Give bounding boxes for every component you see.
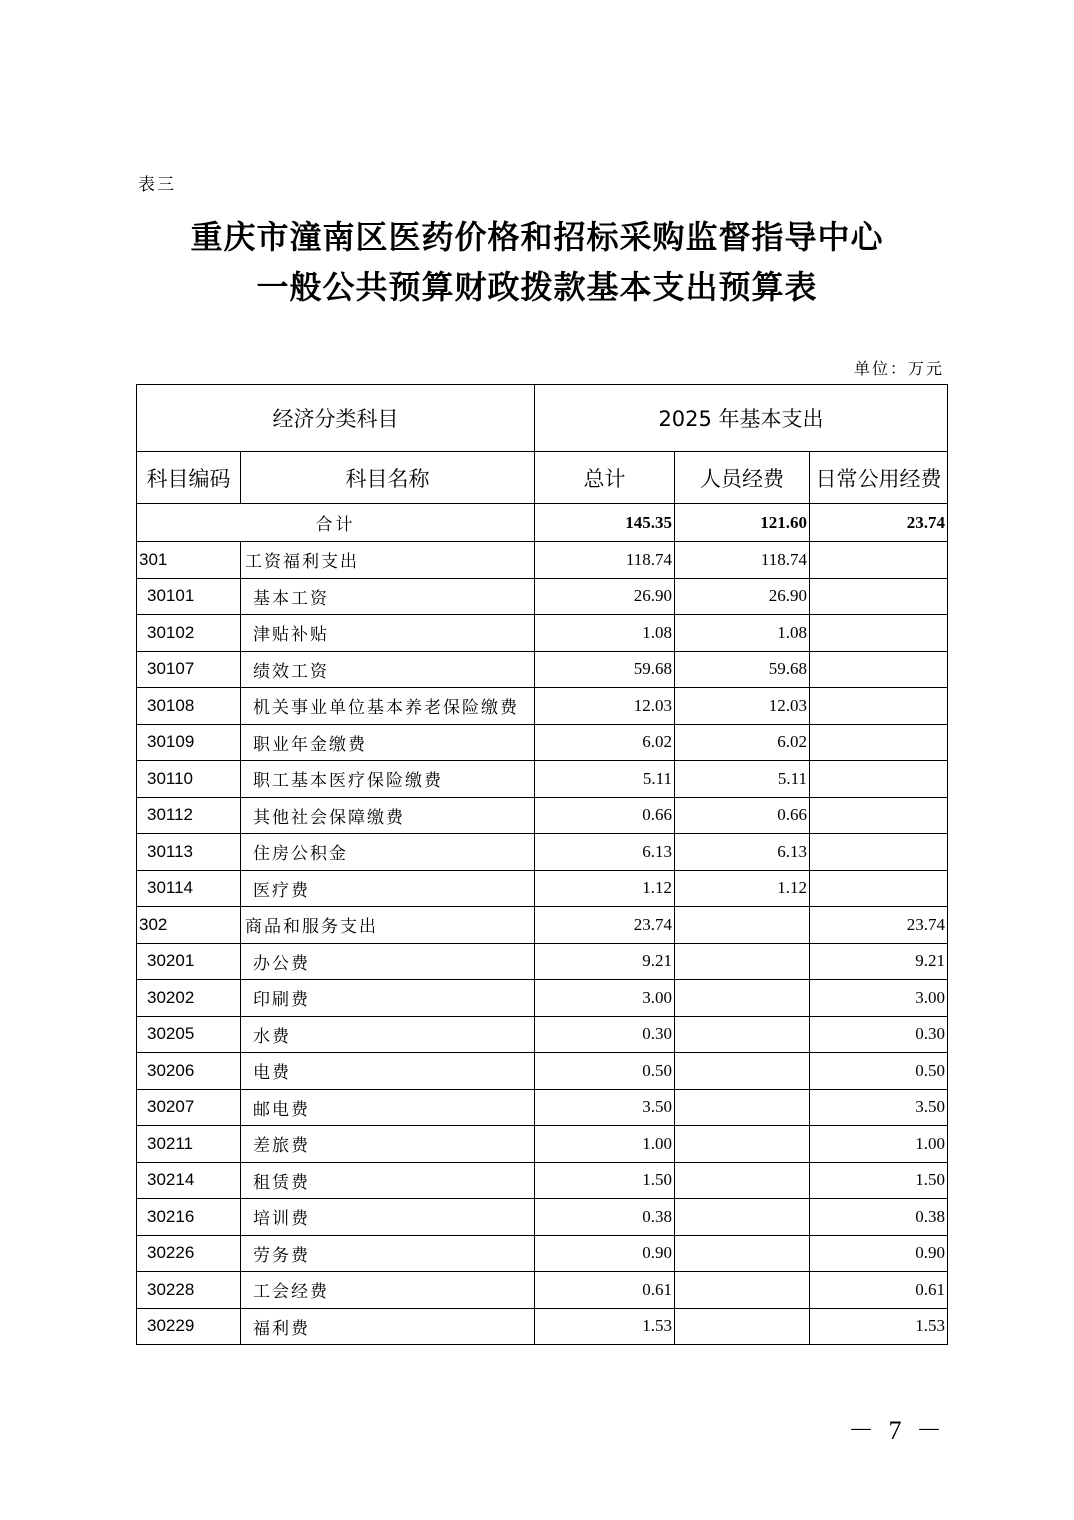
row-personnel: 5.11 [675, 761, 810, 798]
row-name: 差旅费 [241, 1126, 535, 1163]
table-row [137, 943, 948, 980]
unit-label: 单位：万元 [853, 361, 944, 378]
row-public: 0.61 [810, 1272, 948, 1309]
row-name: 邮电费 [241, 1089, 535, 1126]
row-code: 30110 [137, 761, 241, 798]
row-code: 302 [137, 907, 241, 944]
row-total: 0.66 [535, 797, 675, 834]
row-total: 0.38 [535, 1199, 675, 1236]
document-title-line1: 重庆市潼南区医药价格和招标采购监督指导中心 [190, 218, 884, 256]
row-name: 印刷费 [241, 980, 535, 1017]
budget-table [136, 384, 948, 1345]
row-name: 工会经费 [241, 1272, 535, 1309]
row-personnel: 12.03 [675, 688, 810, 725]
row-code: 30108 [137, 688, 241, 725]
row-public [810, 688, 948, 725]
table-row [137, 1162, 948, 1199]
row-total: 9.21 [535, 943, 675, 980]
row-code: 30207 [137, 1089, 241, 1126]
row-code: 30229 [137, 1308, 241, 1345]
row-code: 30113 [137, 834, 241, 871]
row-code: 30206 [137, 1053, 241, 1090]
table-row [137, 651, 948, 688]
table-row [137, 688, 948, 725]
row-personnel: 1.12 [675, 870, 810, 907]
row-public [810, 870, 948, 907]
table-row [137, 1126, 948, 1163]
total-label: 合计 [137, 504, 535, 542]
row-total: 23.74 [535, 907, 675, 944]
row-total: 0.61 [535, 1272, 675, 1309]
row-public [810, 724, 948, 761]
total-personnel: 121.60 [675, 504, 810, 542]
row-public: 0.50 [810, 1053, 948, 1090]
table-row [137, 870, 948, 907]
row-code: 30211 [137, 1126, 241, 1163]
row-name: 职工基本医疗保险缴费 [241, 761, 535, 798]
column-header-code: 科目编码 [137, 452, 241, 504]
row-personnel [675, 1272, 810, 1309]
table-row [137, 834, 948, 871]
row-total: 0.30 [535, 1016, 675, 1053]
document-title-line2: 一般公共预算财政拨款基本支出预算表 [256, 268, 818, 306]
row-code: 30205 [137, 1016, 241, 1053]
row-total: 6.13 [535, 834, 675, 871]
table-row [137, 907, 948, 944]
row-personnel [675, 1089, 810, 1126]
row-personnel: 6.13 [675, 834, 810, 871]
table-row [137, 1199, 948, 1236]
row-total: 0.50 [535, 1053, 675, 1090]
row-name: 住房公积金 [241, 834, 535, 871]
row-personnel [675, 1308, 810, 1345]
table-row [137, 1308, 948, 1345]
row-public: 1.50 [810, 1162, 948, 1199]
row-name: 职业年金缴费 [241, 724, 535, 761]
table-row [137, 980, 948, 1017]
row-public [810, 761, 948, 798]
row-code: 30102 [137, 615, 241, 652]
row-code: 30107 [137, 651, 241, 688]
row-code: 30112 [137, 797, 241, 834]
column-header-total: 总计 [535, 452, 675, 504]
row-code: 30109 [137, 724, 241, 761]
row-personnel [675, 1053, 810, 1090]
row-code: 30114 [137, 870, 241, 907]
row-name: 医疗费 [241, 870, 535, 907]
column-header-name: 科目名称 [241, 452, 535, 504]
table-row [137, 578, 948, 615]
row-public: 0.38 [810, 1199, 948, 1236]
row-name: 工资福利支出 [241, 542, 535, 579]
row-total: 1.00 [535, 1126, 675, 1163]
row-personnel: 1.08 [675, 615, 810, 652]
row-total: 6.02 [535, 724, 675, 761]
row-name: 办公费 [241, 943, 535, 980]
row-total: 26.90 [535, 578, 675, 615]
row-public: 1.53 [810, 1308, 948, 1345]
row-name: 培训费 [241, 1199, 535, 1236]
table-row [137, 1235, 948, 1272]
row-personnel: 6.02 [675, 724, 810, 761]
row-name: 其他社会保障缴费 [241, 797, 535, 834]
table-row [137, 542, 948, 579]
table-row [137, 724, 948, 761]
row-public [810, 542, 948, 579]
row-code: 301 [137, 542, 241, 579]
table-row [137, 797, 948, 834]
total-row [137, 504, 948, 542]
row-name: 水费 [241, 1016, 535, 1053]
row-code: 30214 [137, 1162, 241, 1199]
row-public [810, 578, 948, 615]
table-label: 表三 [138, 175, 176, 194]
table-row [137, 1272, 948, 1309]
group-header-economic-category: 经济分类科目 [137, 385, 535, 452]
row-total: 59.68 [535, 651, 675, 688]
row-public [810, 797, 948, 834]
row-total: 1.50 [535, 1162, 675, 1199]
row-public: 1.00 [810, 1126, 948, 1163]
table-row [137, 1016, 948, 1053]
row-total: 1.53 [535, 1308, 675, 1345]
row-code: 30226 [137, 1235, 241, 1272]
row-code: 30216 [137, 1199, 241, 1236]
row-personnel: 118.74 [675, 542, 810, 579]
row-name: 机关事业单位基本养老保险缴费 [241, 688, 535, 725]
table-row [137, 761, 948, 798]
row-name: 绩效工资 [241, 651, 535, 688]
row-personnel: 26.90 [675, 578, 810, 615]
row-personnel [675, 1126, 810, 1163]
row-personnel [675, 907, 810, 944]
row-public: 9.21 [810, 943, 948, 980]
row-public: 3.00 [810, 980, 948, 1017]
total-sum: 145.35 [535, 504, 675, 542]
row-total: 3.50 [535, 1089, 675, 1126]
row-name: 租赁费 [241, 1162, 535, 1199]
group-header-basic-expenditure: 2025 年基本支出 [535, 385, 948, 452]
row-public: 0.30 [810, 1016, 948, 1053]
column-header-row [137, 452, 948, 504]
row-personnel [675, 1162, 810, 1199]
table-row [137, 615, 948, 652]
row-code: 30202 [137, 980, 241, 1017]
page-number: － 7 － [847, 1416, 946, 1445]
row-public [810, 834, 948, 871]
row-personnel: 59.68 [675, 651, 810, 688]
row-name: 劳务费 [241, 1235, 535, 1272]
row-personnel [675, 943, 810, 980]
table-row [137, 1053, 948, 1090]
row-public: 3.50 [810, 1089, 948, 1126]
row-name: 福利费 [241, 1308, 535, 1345]
row-total: 118.74 [535, 542, 675, 579]
row-total: 1.08 [535, 615, 675, 652]
group-header-row [137, 385, 948, 452]
total-public: 23.74 [810, 504, 948, 542]
row-personnel [675, 1199, 810, 1236]
row-name: 津贴补贴 [241, 615, 535, 652]
row-total: 5.11 [535, 761, 675, 798]
row-name: 商品和服务支出 [241, 907, 535, 944]
row-public [810, 615, 948, 652]
row-personnel [675, 1235, 810, 1272]
row-personnel: 0.66 [675, 797, 810, 834]
row-public: 0.90 [810, 1235, 948, 1272]
row-total: 12.03 [535, 688, 675, 725]
row-total: 1.12 [535, 870, 675, 907]
row-name: 基本工资 [241, 578, 535, 615]
row-code: 30201 [137, 943, 241, 980]
row-personnel [675, 980, 810, 1017]
row-total: 0.90 [535, 1235, 675, 1272]
row-code: 30228 [137, 1272, 241, 1309]
budget-table-body [137, 385, 948, 1345]
column-header-public: 日常公用经费 [810, 452, 948, 504]
row-total: 3.00 [535, 980, 675, 1017]
row-name: 电费 [241, 1053, 535, 1090]
column-header-personnel: 人员经费 [675, 452, 810, 504]
row-public: 23.74 [810, 907, 948, 944]
row-code: 30101 [137, 578, 241, 615]
row-personnel [675, 1016, 810, 1053]
table-row [137, 1089, 948, 1126]
row-public [810, 651, 948, 688]
